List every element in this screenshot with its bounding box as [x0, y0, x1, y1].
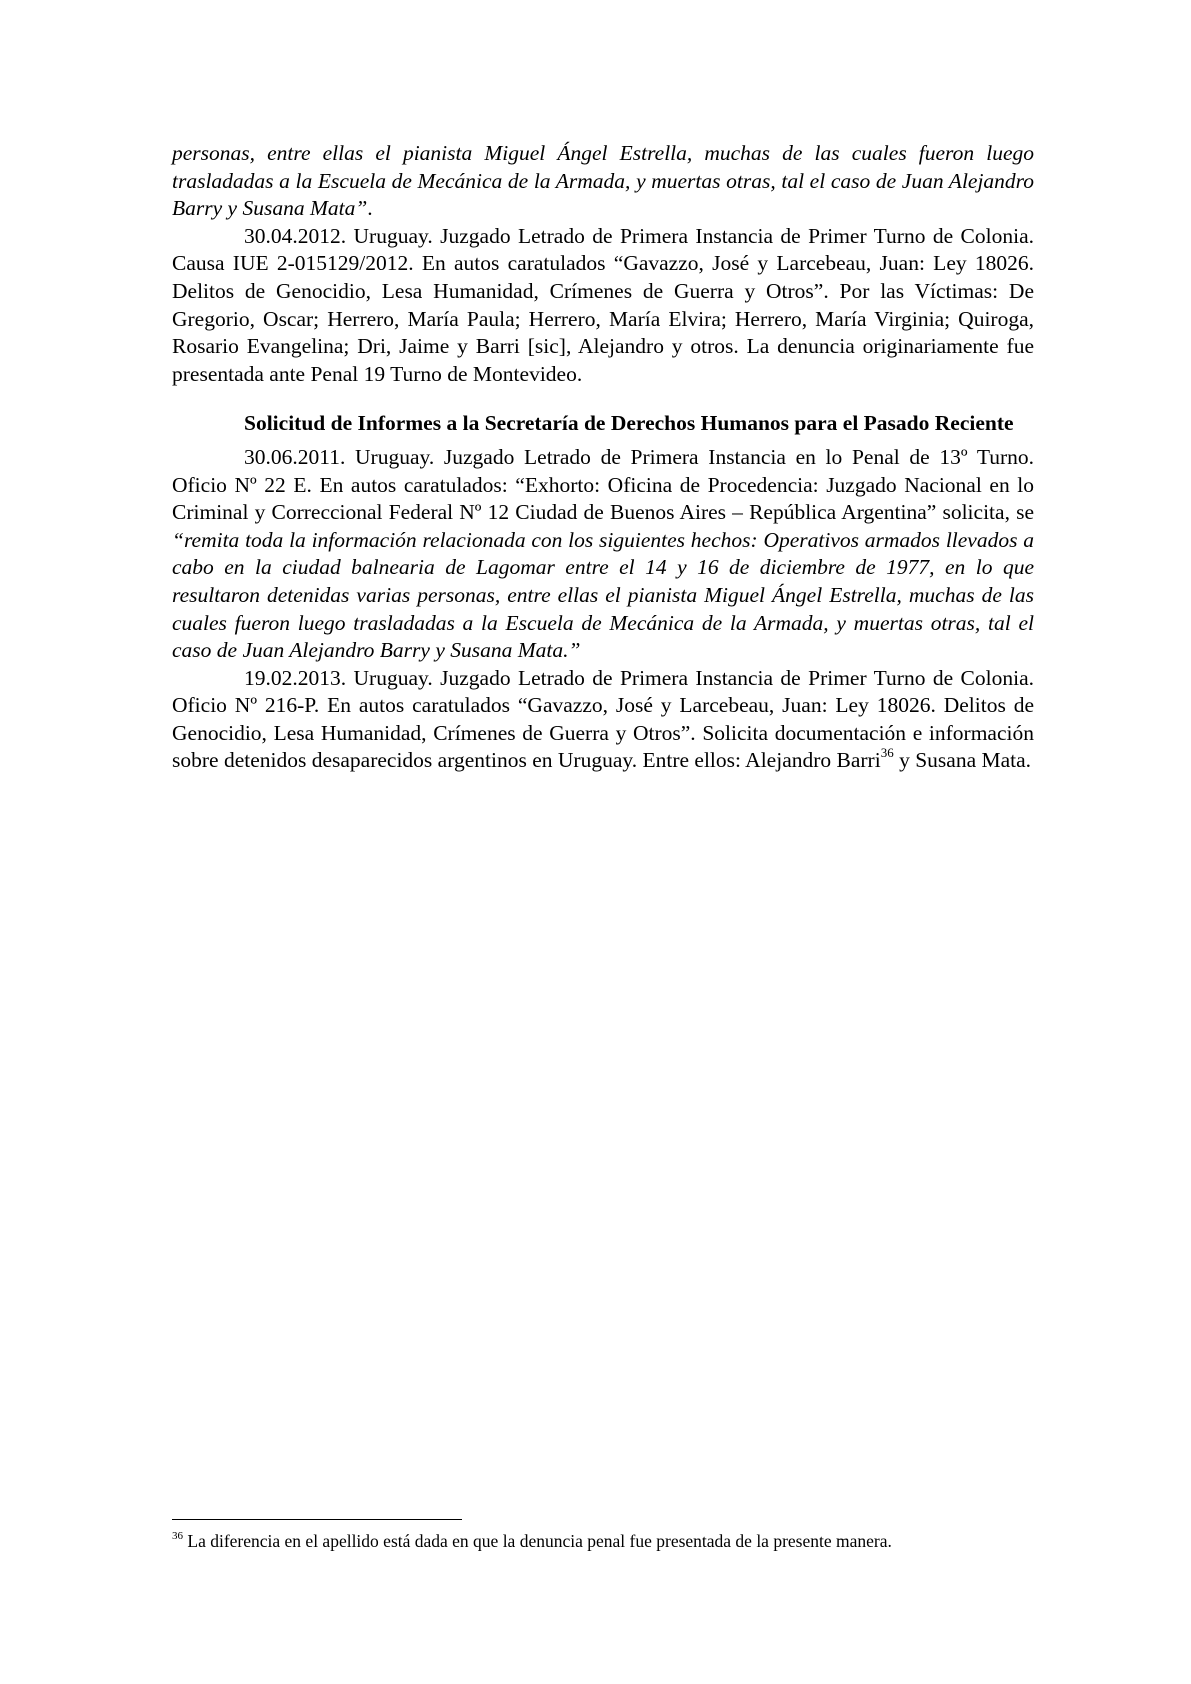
footnote-separator	[172, 1519, 462, 1520]
section-heading: Solicitud de Informes a la Secretaría de Derechos Humanos para el Pasado Reciente	[244, 411, 1014, 436]
paragraph-text-end: y Susana Mata.	[893, 748, 1032, 773]
paragraph-text: 30.06.2011. Uruguay. Juzgado Letrado de Primera Instancia en lo Penal de 13º Turno. Oficio Nº 22 E. En autos caratulados: “Exhorto: Oficina de Procedencia: Juzgado Nacional en lo Criminal y Correccional Federal Nº 12 Ciudad de Buenos Aires – República Argentina” solicita, se	[172, 444, 1034, 525]
footnote	[172, 1530, 1034, 1552]
paragraph-colonia-2012: 30.04.2012. Uruguay. Juzgado Letrado de Primera Instancia de Primer Turno de Colonia. Causa IUE 2-015129/2012. En autos caratulados “Gavazzo, José y Larcebeau, Juan: Ley 18026. Delitos de Genocidio, Lesa Humanidad, Crímenes de Guerra y Otros”. Por las Víctimas: De Gregorio, Oscar; Herrero, María Paula; Herrero, María Elvira; Herrero, María Virginia; Quiroga, Rosario Evangelina; Dri, Jaime y Barri [sic], Alejandro y otros. La denuncia originariamente fue presentada ante Penal 19 Turno de Montevideo.	[172, 223, 1034, 386]
paragraph-oficio-2011	[172, 444, 1034, 665]
footnote-reference: 36	[880, 745, 894, 761]
italic-quote: personas, entre ellas el pianista Miguel Ángel Estrella, muchas de las cuales fueron luego trasladadas a la Escuela de Mecánica de la Armada, y muertas otras, tal el caso de Juan Alejandro Barry y Susana Mata”	[172, 141, 1034, 221]
body-text	[172, 140, 1034, 775]
footnote-text: La diferencia en el apellido está dada en que la denuncia penal fue presentada de la presente manera.	[183, 1531, 892, 1551]
period: .	[367, 196, 373, 221]
paragraph-oficio-2013	[172, 665, 1034, 775]
paragraph-text: 19.02.2013. Uruguay. Juzgado Letrado de Primera Instancia de Primer Turno de Colonia. Oficio Nº 216-P. En autos caratulados “Gavazzo, José y Larcebeau, Juan: Ley 18026. Delitos de Genocidio, Lesa Humanidad, Crímenes de Guerra y Otros”. Solicita documentación e información sobre detenidos desaparecidos argentinos en Uruguay. Entre ellos: Alejandro Barri	[172, 665, 1034, 773]
paragraph-continuation	[172, 140, 1034, 223]
footnote-number: 36	[172, 1530, 183, 1543]
italic-quote: “remita toda la información relacionada con los siguientes hechos: Operativos armados llevados a cabo en la ciudad balnearia de Lagomar entre el 14 y 16 de diciembre de 1977, en lo que resultaron detenidas varias personas, entre ellas el pianista Miguel Ángel Estrella, muchas de las cuales fueron luego trasladadas a la Escuela de Mecánica de la Armada, y muertas otras, tal el caso de Juan Alejandro Barry y Susana Mata.”	[172, 527, 1034, 663]
